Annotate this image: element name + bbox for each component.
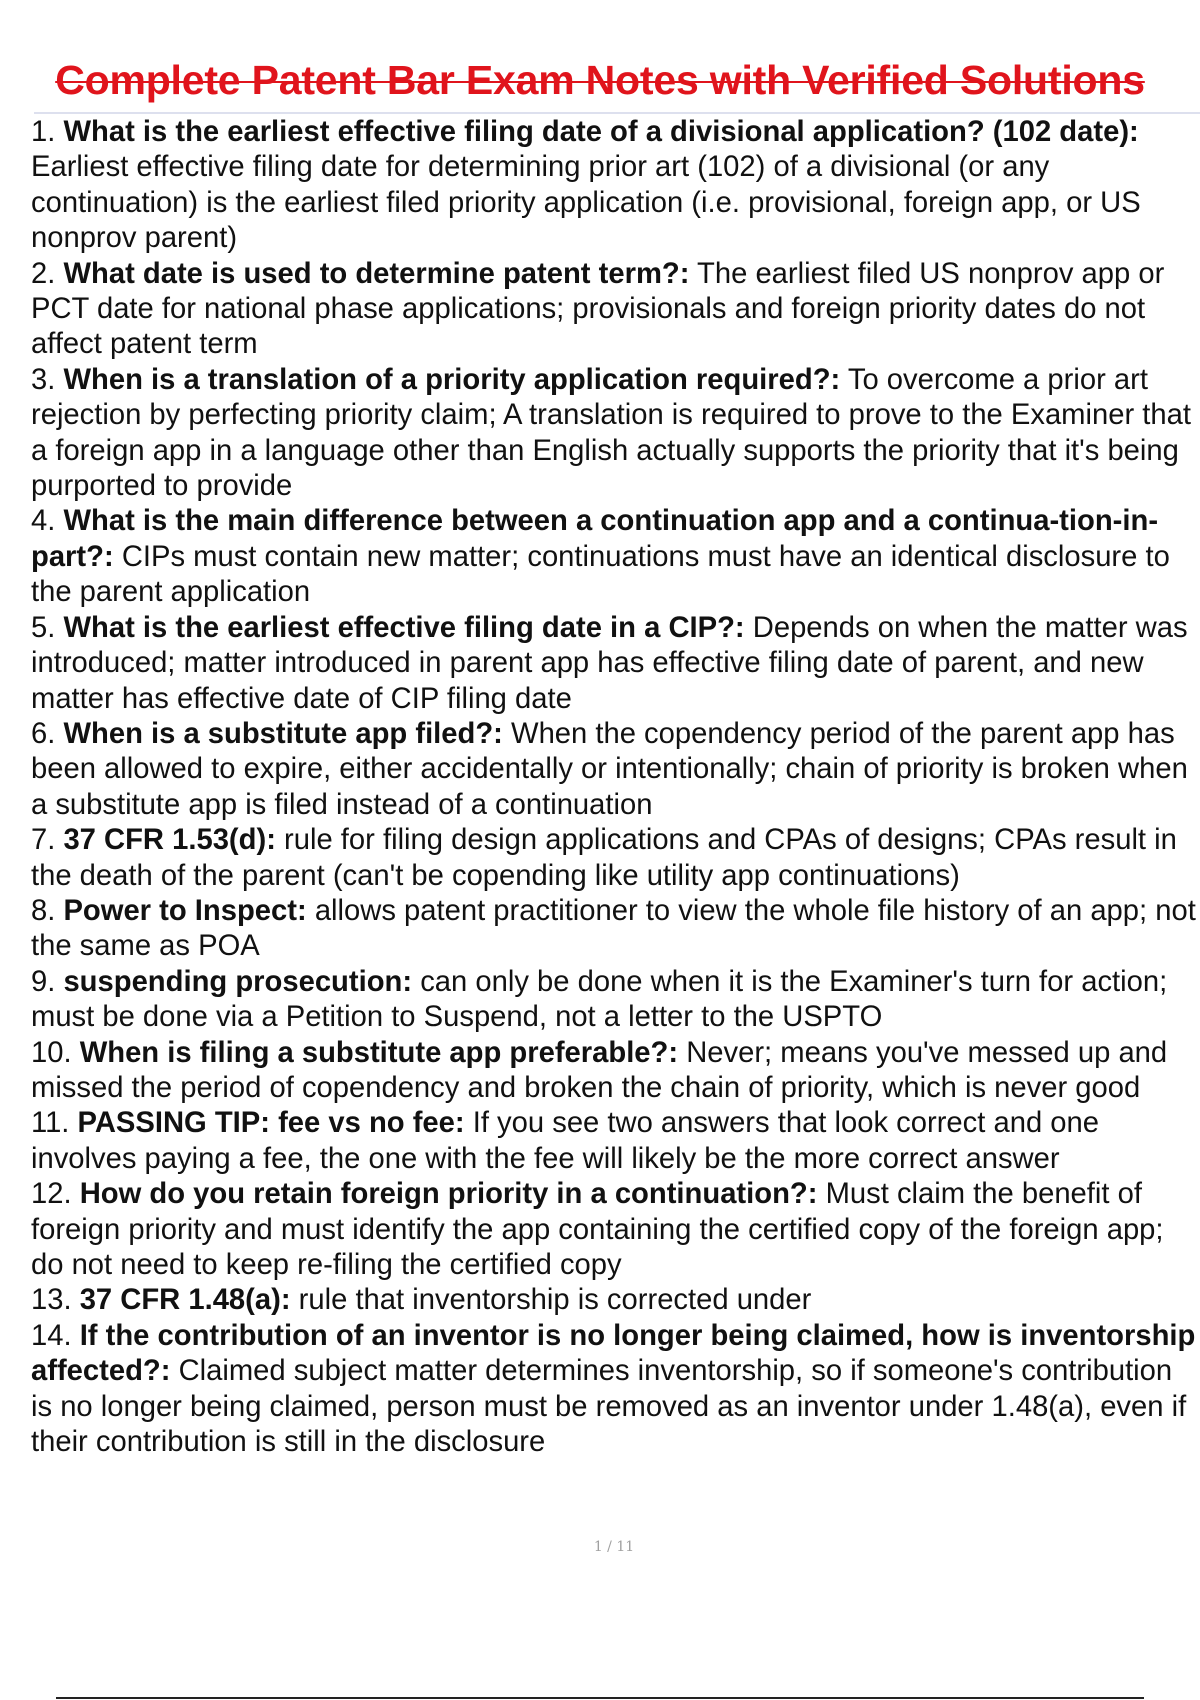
qa-item-10: [31, 1036, 1200, 1107]
question-text: PASSING TIP: fee vs no fee:: [77, 1107, 465, 1140]
question-text: 37 CFR 1.48(a):: [79, 1284, 291, 1317]
question-text: What is the earliest effective filing date in a CIP?:: [63, 611, 745, 644]
answer-text: CIPs must contain new matter; continuations must have an identical disclosure to the parent application: [31, 540, 1170, 609]
answer-text: Claimed subject matter determines inventorship, so if someone's contribution is no longer being claimed, person must be removed as an inventor under 1.48(a), even if their contribution is still in the disclosure: [31, 1355, 1187, 1459]
item-number: 12.: [31, 1178, 72, 1211]
question-text: What is the main difference between a continuation app and a continua-tion-in-part?:: [31, 505, 1159, 573]
answer-text: The earliest filed US nonprov app or PCT date for national phase applications; provisionals and foreign priority dates do not affect patent term: [31, 257, 1165, 361]
qa-item-1: [31, 115, 1200, 257]
page-title: Complete Patent Bar Exam Notes with Verified Solutions: [55, 57, 1145, 104]
title-divider: [34, 112, 1200, 114]
question-text: What date is used to determine patent term?:: [63, 257, 690, 290]
answer-text: If you see two answers that look correct and one involves paying a fee, the one with the fee will likely be the more correct answer: [31, 1107, 1099, 1175]
qa-item-3: [31, 363, 1200, 505]
item-number: 2.: [31, 257, 56, 290]
answer-text: rule for filing design applications and CPAs of designs; CPAs result in the death of the parent (can't be copending like utility app continuations): [31, 824, 1177, 892]
item-number: 8.: [31, 894, 56, 927]
qa-item-4: [31, 504, 1200, 610]
qa-item-6: [31, 717, 1200, 823]
qa-item-5: [31, 611, 1200, 717]
answer-text: Depends on when the matter was introduced; matter introduced in parent app has effective filing date of parent, and new matter has effective date of CIP filing date: [31, 611, 1188, 715]
item-number: 14.: [31, 1319, 72, 1352]
item-number: 7.: [31, 824, 56, 857]
answer-text: can only be done when it is the Examiner's turn for action; must be done via a Petition to Suspend, not a letter to the USPTO: [31, 965, 1168, 1034]
qa-item-8: [31, 894, 1200, 965]
answer-text: Must claim the benefit of foreign priority and must identify the app containing the certified copy of the foreign app; do not need to keep re-filing the certified copy: [31, 1178, 1164, 1281]
question-text: 37 CFR 1.53(d):: [63, 824, 276, 857]
qa-item-9: [31, 965, 1200, 1036]
question-text: What is the earliest effective filing date of a divisional application? (102 date):: [63, 116, 1139, 148]
item-number: 3.: [31, 363, 56, 396]
question-text: When is a substitute app filed?:: [63, 717, 503, 750]
item-number: 5.: [31, 611, 56, 644]
answer-text: To overcome a prior art rejection by perfecting priority claim; A translation is required to prove to the Examiner that a foreign app in a language other than English actually supports the priority that it's being purported to provide: [31, 363, 1191, 503]
question-text: When is filing a substitute app preferable?:: [79, 1036, 679, 1069]
answer-text: Earliest effective filing date for determining prior art (102) of a divisional (or any continuation) is the earliest filed priority application (i.e. provisional, foreign app, or US nonprov parent): [31, 151, 1141, 255]
question-text: If the contribution of an inventor is no longer being claimed, how is inventorship affected?:: [31, 1319, 1196, 1388]
qa-item-14: [31, 1319, 1200, 1461]
item-number: 11.: [31, 1107, 70, 1140]
qa-item-11: [31, 1106, 1200, 1177]
question-text: Power to Inspect:: [63, 894, 307, 927]
question-text: When is a translation of a priority application required?:: [63, 363, 841, 396]
page-number: 1 / 11: [593, 1539, 635, 1555]
qa-item-13: [31, 1283, 1200, 1318]
question-text: suspending prosecution:: [63, 965, 413, 998]
item-number: 4.: [31, 505, 56, 538]
item-number: 13.: [31, 1284, 72, 1317]
item-number: 6.: [31, 717, 56, 750]
item-number: 1.: [31, 116, 56, 148]
question-text: How do you retain foreign priority in a continuation?:: [79, 1178, 818, 1211]
answer-text: allows patent practitioner to view the whole file history of an app; not the same as POA: [31, 894, 1196, 963]
answer-text: Never; means you've messed up and missed the period of copendency and broken the chain of priority, which is never good: [31, 1036, 1168, 1104]
item-number: 9.: [31, 965, 56, 998]
qa-item-12: [31, 1177, 1200, 1283]
item-number: 10.: [31, 1036, 72, 1069]
answer-text: rule that inventorship is corrected under: [298, 1284, 812, 1317]
footer-divider: [56, 1697, 1144, 1699]
qa-item-2: [31, 257, 1200, 363]
qa-item-7: [31, 823, 1200, 894]
qa-list: [31, 115, 1200, 1460]
answer-text: When the copendency period of the parent app has been allowed to expire, either accidentally or intentionally; chain of priority is broken when a substitute app is filed instead of a continuation: [31, 717, 1188, 821]
